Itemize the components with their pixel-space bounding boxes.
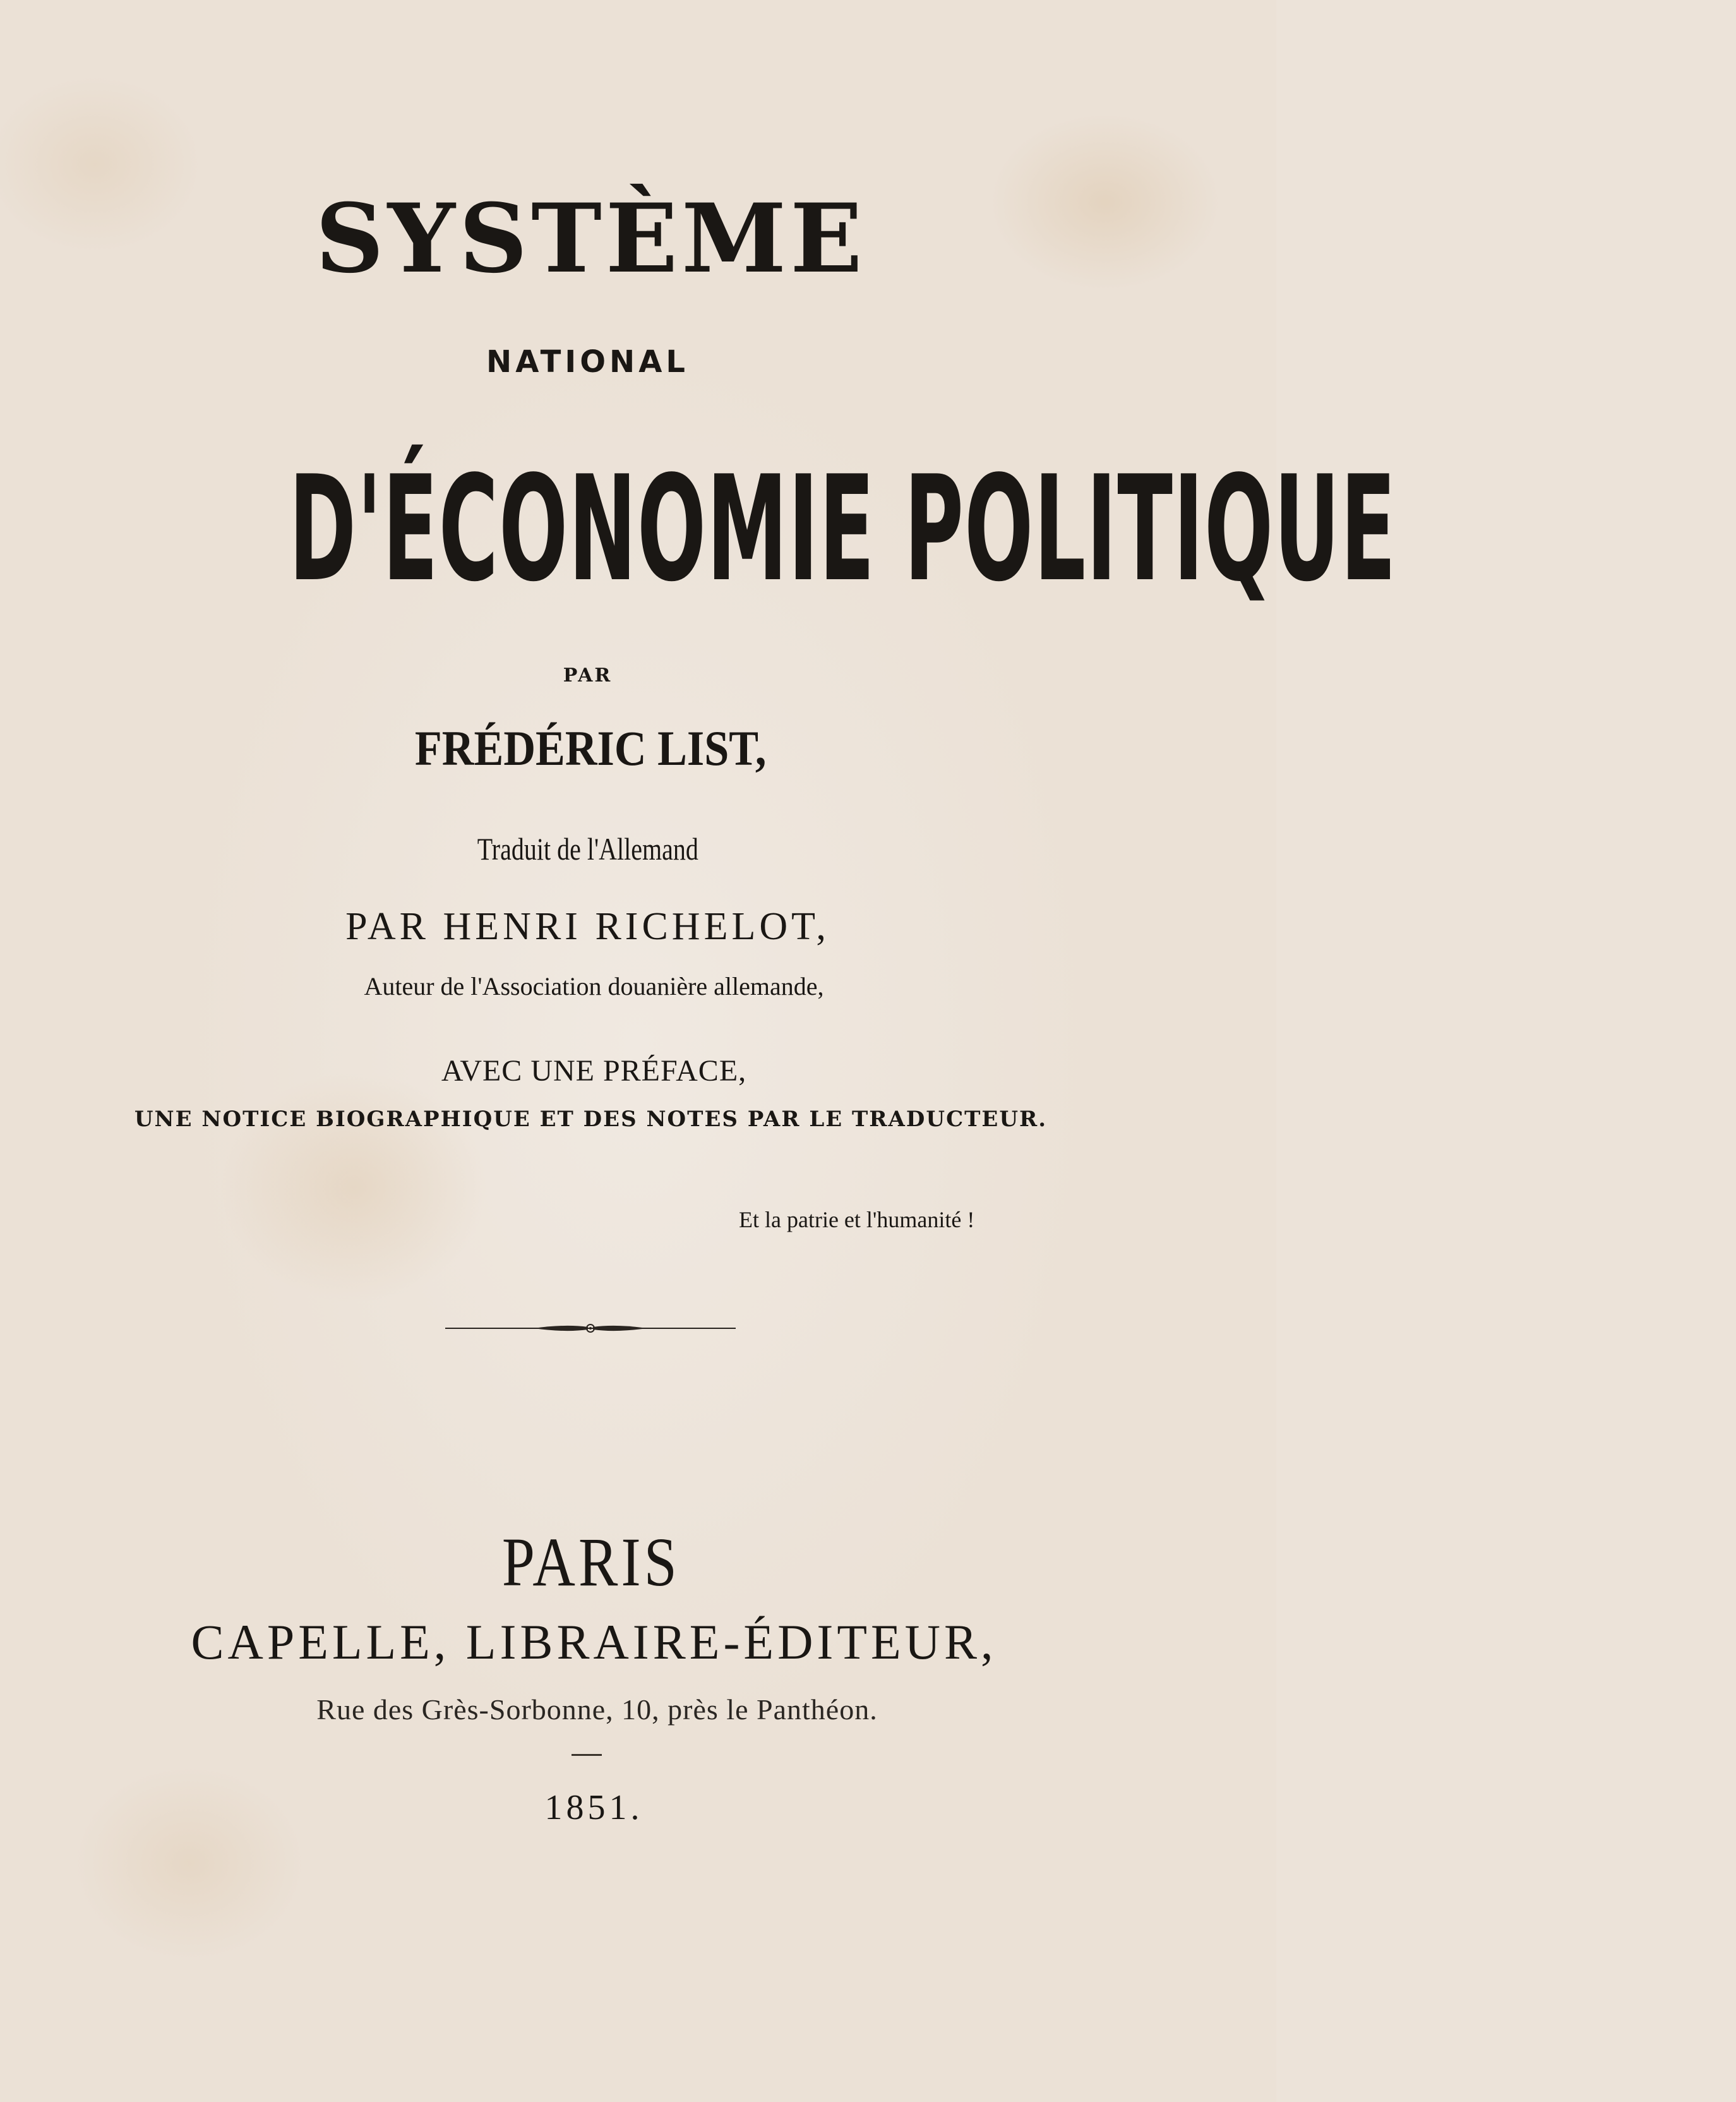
title-economie-text: D'ÉCONOMIE POLITIQUE — [289, 445, 1397, 614]
translated-from — [0, 831, 1226, 867]
city-text: PARIS — [501, 1523, 680, 1601]
motto: Et la patrie et l'humanité ! — [739, 1207, 975, 1232]
city — [0, 1522, 1229, 1602]
ornament-divider-icon — [445, 1319, 736, 1338]
divider-dash — [572, 1754, 602, 1756]
par-label: PAR — [563, 664, 613, 687]
translator-description: Auteur de l'Association douanière allemande, — [364, 972, 824, 1000]
publication-year: 1851. — [544, 1788, 644, 1827]
title-systeme: SYSTÈME — [315, 183, 866, 294]
translated-from-text: Traduit de l'Allemand — [477, 831, 698, 867]
author-name — [0, 720, 1229, 777]
title-economie-politique — [0, 445, 1397, 614]
translator-name: PAR HENRI RICHELOT, — [345, 905, 830, 948]
author-name-text: FRÉDÉRIC LIST, — [415, 721, 767, 776]
publisher: CAPELLE, LIBRAIRE-ÉDITEUR, — [191, 1614, 997, 1669]
notice-line: UNE NOTICE BIOGRAPHIQUE ET DES NOTES PAR LE TRADUCTEUR. — [134, 1107, 1048, 1132]
preface-line: AVEC UNE PRÉFACE, — [441, 1054, 747, 1088]
publisher-address: Rue des Grès-Sorbonne, 10, près le Panthéon. — [316, 1693, 878, 1726]
title-national: NATIONAL — [486, 344, 689, 380]
